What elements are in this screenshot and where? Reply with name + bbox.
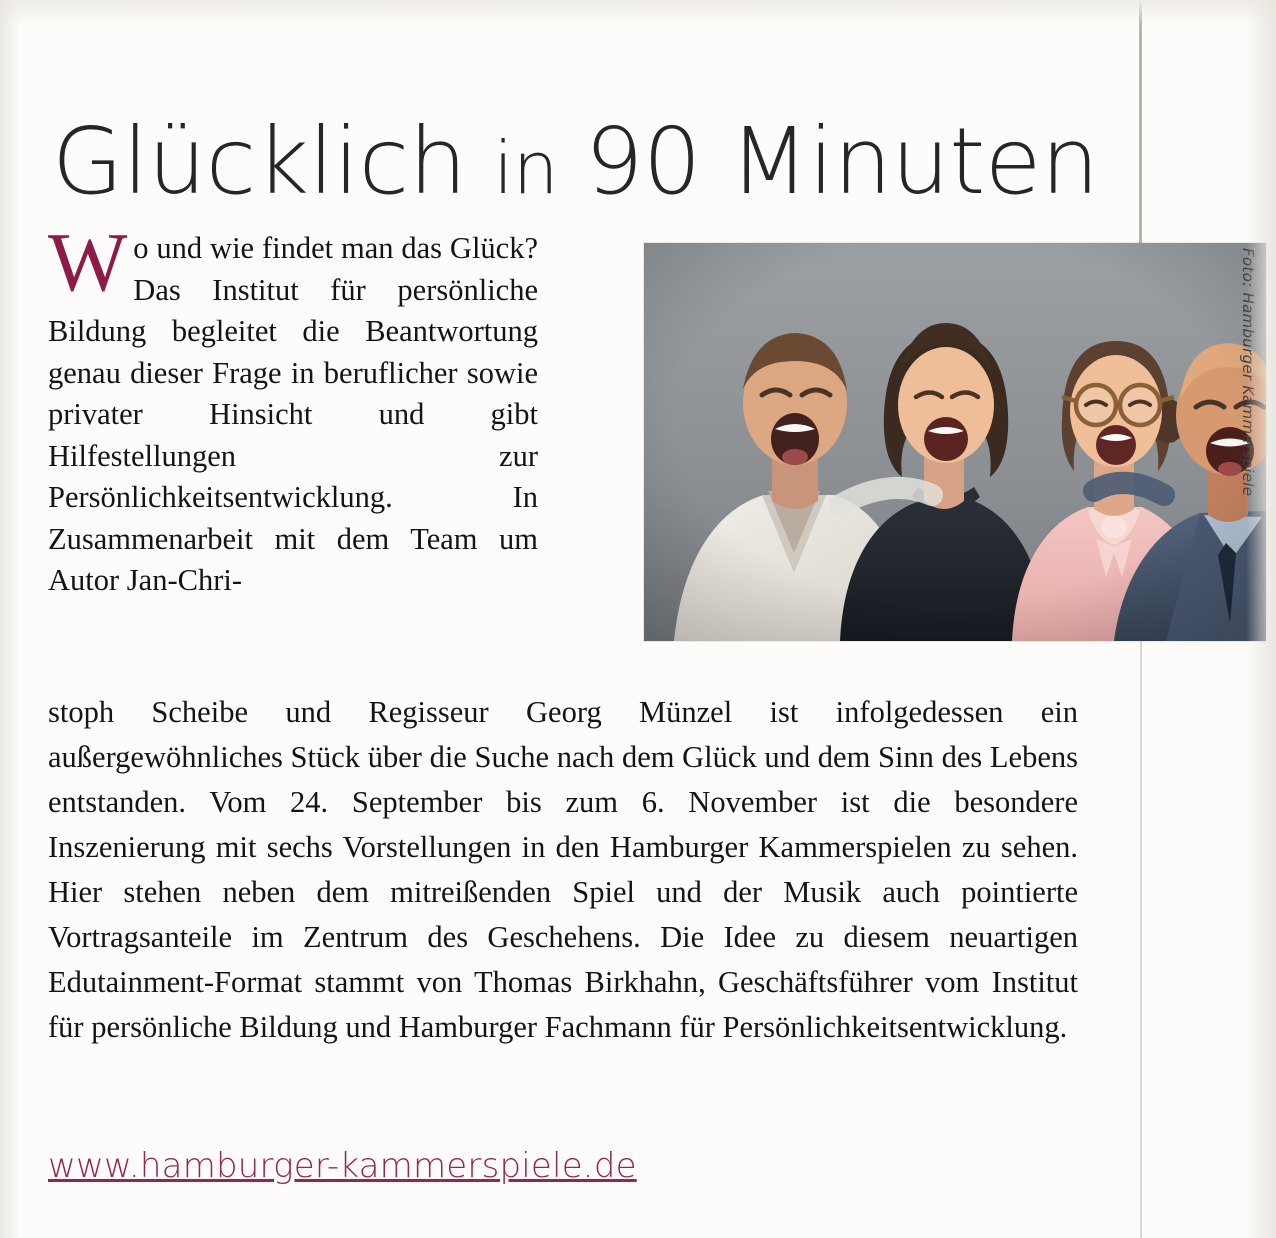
headline-part-two: 90 Minuten bbox=[584, 107, 1099, 215]
article-photo bbox=[644, 243, 1266, 641]
drop-cap: W bbox=[48, 216, 128, 309]
article-body-paragraph: stoph Scheibe und Regisseur Georg Münzel ist infolgedessen ein außergewöhnliches Stück über die Suche nach dem Glück und dem Sinn des Lebens entstanden. Vom 24. September bis zum 6. November ist die besondere Inszenierung mit sechs Vorstellungen in den Hamburger Kammerspielen zu sehen. Hier stehen neben dem mitreißenden Spiel und der Musik auch pointierte Vortragsanteile im Zentrum des Geschehens. Die Idee zu diesem neuartigen Edutainment-Format stammt von Thomas Birkhahn, Geschäftsführer vom Institut für persönliche Bildung und Hamburger Fachmann für Persönlichkeitsentwicklung. bbox=[48, 695, 1078, 1044]
article-intro-paragraph bbox=[48, 216, 538, 602]
scan-edge-top bbox=[0, 0, 1276, 26]
article-intro-text: o und wie findet man das Glück? Das Institut für persönliche Bildung begleitet die Beantwortung genau dieser Frage in beruflicher sowie privater Hinsicht und gibt Hilfestellungen zur Persönlichkeitsentwicklung. In Zusammenarbeit mit dem Team um Autor Jan-Chri- bbox=[48, 231, 538, 597]
scan-edge-left bbox=[0, 0, 20, 1238]
headline-connector: in bbox=[493, 125, 559, 210]
headline-part-one: Glücklich bbox=[52, 107, 467, 215]
website-link[interactable]: www.hamburger-kammerspiele.de bbox=[48, 1146, 637, 1186]
page-title bbox=[52, 107, 1112, 215]
photo-credit bbox=[1239, 248, 1257, 274]
